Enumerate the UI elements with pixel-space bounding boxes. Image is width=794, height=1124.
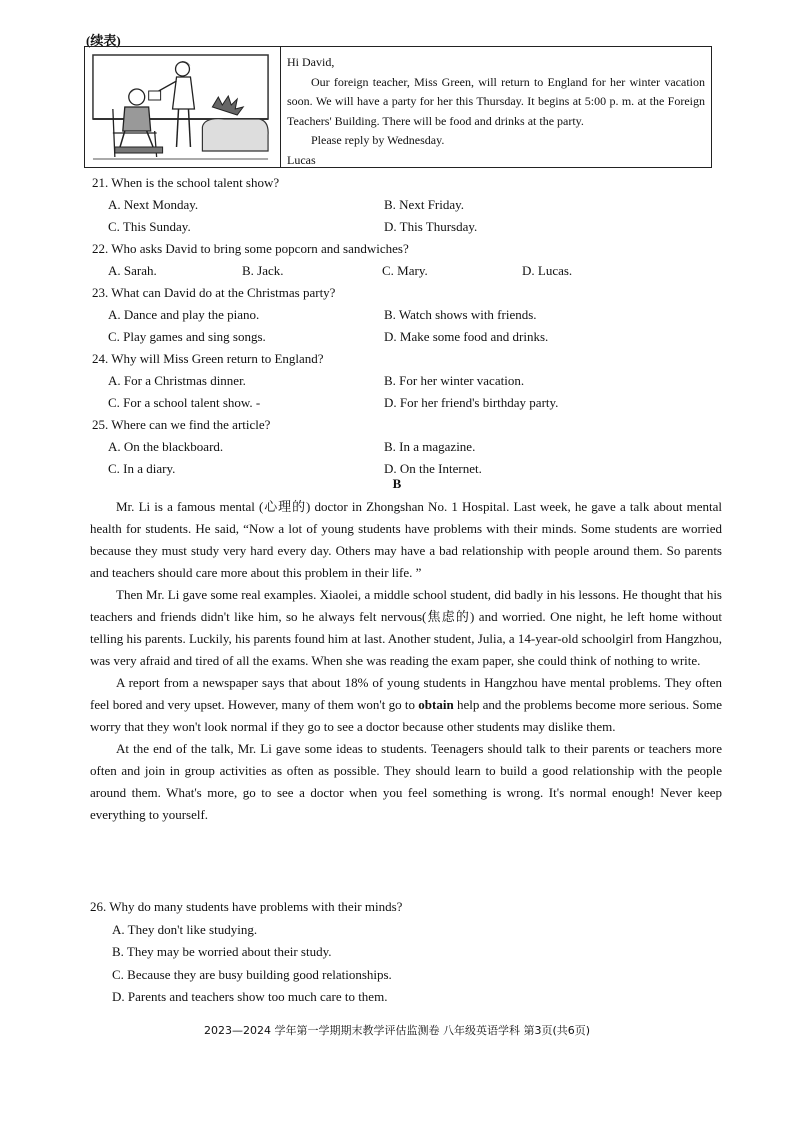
letter-signature: Lucas (287, 152, 316, 167)
passage-paragraph-1: Mr. Li is a famous mental (心理的) doctor in Zhongshan No. 1 Hospital. Last week, he gave a talk about mental health for students. He said, “Now a lot of young students have problems with their minds. Some students are worried because they must study very hard every day. Others may have a bad relationship with people around them. So parents and teachers should care more about this problem in their life. ” (90, 499, 722, 580)
man-body (123, 107, 151, 131)
page-footer: 2023—2024 学年第一学期期末教学评估监测卷 八年级英语学科 第3页(共6页) (203, 1024, 591, 1037)
question-26-stem: 26. Why do many students have problems with their minds? (90, 899, 403, 914)
question-23-option-d: D. Make some food and drinks. (384, 329, 549, 344)
question-25-option-a: A. On the blackboard. (108, 439, 224, 454)
question-23-options (92, 304, 712, 348)
question-24-stem: 24. Why will Miss Green return to England? (92, 351, 324, 366)
question-26-option-b: B. They may be worried about their study. (112, 944, 332, 959)
questions-section-a (92, 172, 712, 480)
man-head (129, 89, 145, 105)
question-21-option-b: B. Next Friday. (384, 197, 465, 212)
continued-label: (续表) (86, 33, 121, 48)
question-21-options (92, 194, 712, 238)
question-26 (90, 896, 722, 1009)
question-21-option-d: D. This Thursday. (384, 219, 478, 234)
question-26-option-a: A. They don't like studying. (112, 921, 258, 937)
question-23-option-a: A. Dance and play the piano. (108, 307, 260, 322)
question-26-option-d: D. Parents and teachers show too much care to them. (112, 989, 388, 1004)
question-23-stem: 23. What can David do at the Christmas party? (92, 285, 336, 300)
question-25-stem: 25. Where can we find the article? (92, 417, 271, 432)
passage-paragraph-3 (90, 672, 722, 738)
question-23-option-c: C. Play games and sing songs. (108, 329, 266, 344)
passage-b (90, 496, 722, 826)
question-24-option-b: B. For her winter vacation. (384, 373, 525, 388)
letter-reply: Please reply by Wednesday. (311, 133, 445, 147)
question-25-option-d: D. On the Internet. (384, 461, 482, 476)
question-22-option-c: C. Mary. (382, 263, 428, 278)
question-22-option-a: A. Sarah. (108, 263, 157, 278)
paragraph-3-text-start: A report from a newspaper says that about 18% of young students in Hangzhou have mental problems. They often feel bored and very upset. However, many of them won't go to (90, 675, 722, 712)
question-24-option-c: C. For a school talent show. - (108, 395, 261, 410)
party-illustration (85, 47, 280, 167)
question-22-option-b: B. Jack. (242, 263, 284, 278)
plant (212, 96, 243, 115)
section-b-title: B (392, 476, 402, 491)
question-22-stem: 22. Who asks David to bring some popcorn and sandwiches? (92, 241, 409, 256)
question-25-option-c: C. In a diary. (108, 461, 176, 476)
question-21-option-c: C. This Sunday. (108, 219, 191, 234)
question-21-stem: 21. When is the school talent show? (92, 175, 280, 190)
letter-body: Our foreign teacher, Miss Green, will return to England for her winter vacation soon. We will have a party for her this Thursday. It begins at 5:00 p. m. at the Foreign Teachers' Building. There will be food and drinks at the party. (287, 74, 705, 128)
letter-paper (149, 91, 161, 100)
letter-greeting: Hi David, (287, 55, 335, 69)
question-21-option-a: A. Next Monday. (108, 197, 199, 212)
woman-leg-l (177, 109, 179, 147)
question-24-options (92, 370, 712, 414)
question-22-options (92, 260, 712, 282)
question-22-option-d: D. Lucas. (522, 263, 573, 278)
question-24-option-a: A. For a Christmas dinner. (108, 373, 246, 388)
illustration-cell (85, 47, 281, 167)
question-25-options (92, 436, 712, 480)
table (115, 147, 163, 153)
passage-paragraph-4: At the end of the talk, Mr. Li gave some ideas to students. Teenagers should talk to their parents or teachers more often and join in group activities as often as possible. They should learn to build a good relationship with the people around them. What's more, go to see a doctor when you feel something is wrong. It's normal enough! Never keep everything to yourself. (90, 741, 722, 822)
woman-leg-r (188, 109, 190, 147)
sofa (202, 119, 268, 151)
question-24-option-d: D. For her friend's birthday party. (384, 395, 559, 410)
letter-text-cell (281, 47, 711, 167)
passage-paragraph-2: Then Mr. Li gave some real examples. Xiaolei, a middle school student, did badly in his lessons. He thought that his teachers and friends didn't like him, so he always felt nervous(焦虑的) and worried. One night, he left home without telling his parents. Luckily, his parents found him at last. Another student, Julia, a 14-year-old schoolgirl from Hangzhou, was very afraid and tired of all the exams. When she was reading the exam paper, she could think of nothing to write. (90, 587, 722, 668)
letter-box (84, 46, 712, 168)
question-23-option-b: B. Watch shows with friends. (384, 307, 537, 322)
question-25-option-b: B. In a magazine. (384, 439, 476, 454)
paragraph-3-bold-word: obtain (418, 697, 454, 712)
paragraph-3-text-end: help and the problems become more serious. Some worry that they won't look normal if they go to see a doctor because other students may dislike them. (90, 697, 722, 734)
question-26-option-c: C. Because they are busy building good relationships. (112, 966, 392, 982)
